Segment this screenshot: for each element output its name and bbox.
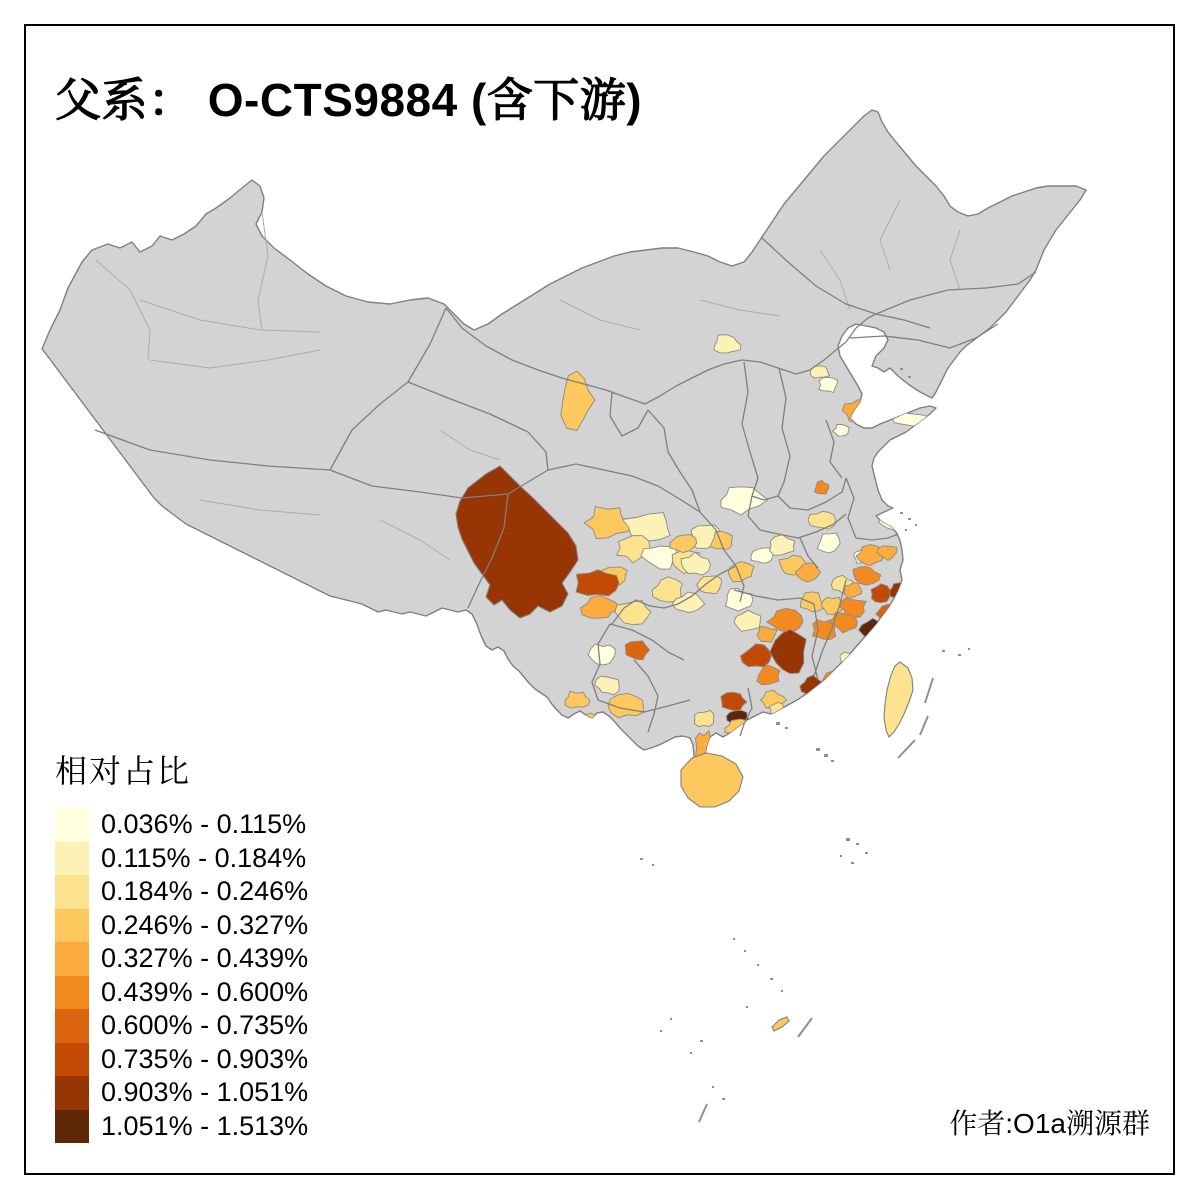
- legend-swatch: [55, 942, 89, 976]
- legend-entry: [55, 875, 308, 909]
- island-speck: [712, 1086, 714, 1088]
- region-hainan: [681, 753, 743, 807]
- island-speck: [700, 1040, 703, 1042]
- reef-line: [699, 1104, 707, 1122]
- island-speck: [942, 650, 945, 652]
- legend-swatch: [55, 909, 89, 943]
- legend-label: 1.051% - 1.513%: [101, 1110, 309, 1141]
- map-title: 父系： O-CTS9884 (含下游): [55, 74, 643, 126]
- reef-line: [798, 1018, 812, 1037]
- island-speck: [968, 648, 970, 650]
- island-speck: [846, 838, 850, 841]
- island-speck: [908, 376, 911, 378]
- legend-entry: [55, 1076, 308, 1110]
- legend-entry: [55, 842, 308, 876]
- legend-label: 0.600% - 0.735%: [101, 1010, 309, 1041]
- region-taiwan: [884, 662, 913, 737]
- legend-swatch: [55, 875, 89, 909]
- legend-label: 0.184% - 0.246%: [101, 876, 309, 907]
- legend-entry: [55, 976, 308, 1010]
- island-speck: [900, 512, 903, 514]
- island-speck: [770, 978, 773, 980]
- island-speck: [958, 654, 961, 656]
- legend-swatch: [55, 842, 89, 876]
- region-blob: [695, 710, 714, 726]
- legend-entry: [55, 808, 308, 842]
- island-speck: [670, 1018, 672, 1020]
- reef-line: [898, 740, 915, 758]
- legend-swatch: [55, 1076, 89, 1110]
- legend: [55, 746, 308, 1143]
- legend-entry: [55, 1009, 308, 1043]
- legend-swatch: [55, 1110, 89, 1144]
- reef-line: [925, 678, 933, 703]
- island-speck: [908, 518, 911, 520]
- island-speck: [781, 990, 783, 992]
- legend-entry: [55, 1043, 308, 1077]
- legend-entry: [55, 909, 308, 943]
- island-speck: [744, 950, 746, 952]
- island-speck: [652, 864, 654, 866]
- island-speck: [840, 855, 842, 857]
- island-speck: [785, 727, 788, 729]
- region-south-sea-islet: [772, 1017, 789, 1031]
- legend-swatch: [55, 976, 89, 1010]
- island-speck: [776, 722, 780, 725]
- reef-line: [920, 716, 928, 735]
- legend-label: 0.115% - 0.184%: [101, 842, 307, 873]
- island-speck: [905, 529, 907, 531]
- region-blob: [574, 713, 597, 727]
- legend-label: 0.246% - 0.327%: [101, 909, 309, 940]
- island-speck: [757, 964, 759, 966]
- legend-swatch: [55, 1009, 89, 1043]
- island-speck: [824, 754, 828, 757]
- island-speck: [900, 368, 903, 370]
- legend-label: 0.735% - 0.903%: [101, 1043, 309, 1074]
- island-speck: [746, 1006, 748, 1008]
- island-speck: [640, 858, 643, 860]
- island-speck: [831, 760, 834, 762]
- island-speck: [660, 1030, 662, 1032]
- island-speck: [690, 1052, 692, 1054]
- legend-label: 0.036% - 0.115%: [101, 809, 307, 840]
- legend-entry: [55, 1110, 308, 1144]
- island-speck: [816, 748, 820, 751]
- legend-title: 相对占比: [55, 753, 192, 789]
- island-speck: [915, 524, 917, 526]
- legend-swatch: [55, 808, 89, 842]
- legend-entry: [55, 942, 308, 976]
- attribution-text: 作者:O1a溯源群: [949, 1108, 1150, 1139]
- legend-swatch: [55, 1043, 89, 1077]
- island-speck: [856, 843, 859, 845]
- legend-label: 0.327% - 0.439%: [101, 943, 309, 974]
- mainland-landmass: [42, 110, 1086, 771]
- island-speck: [722, 1098, 725, 1100]
- island-speck: [865, 852, 868, 854]
- island-speck: [851, 862, 854, 864]
- legend-label: 0.439% - 0.600%: [101, 976, 309, 1007]
- legend-rows: [55, 808, 308, 1143]
- island-speck: [733, 938, 735, 940]
- legend-label: 0.903% - 1.051%: [101, 1077, 309, 1108]
